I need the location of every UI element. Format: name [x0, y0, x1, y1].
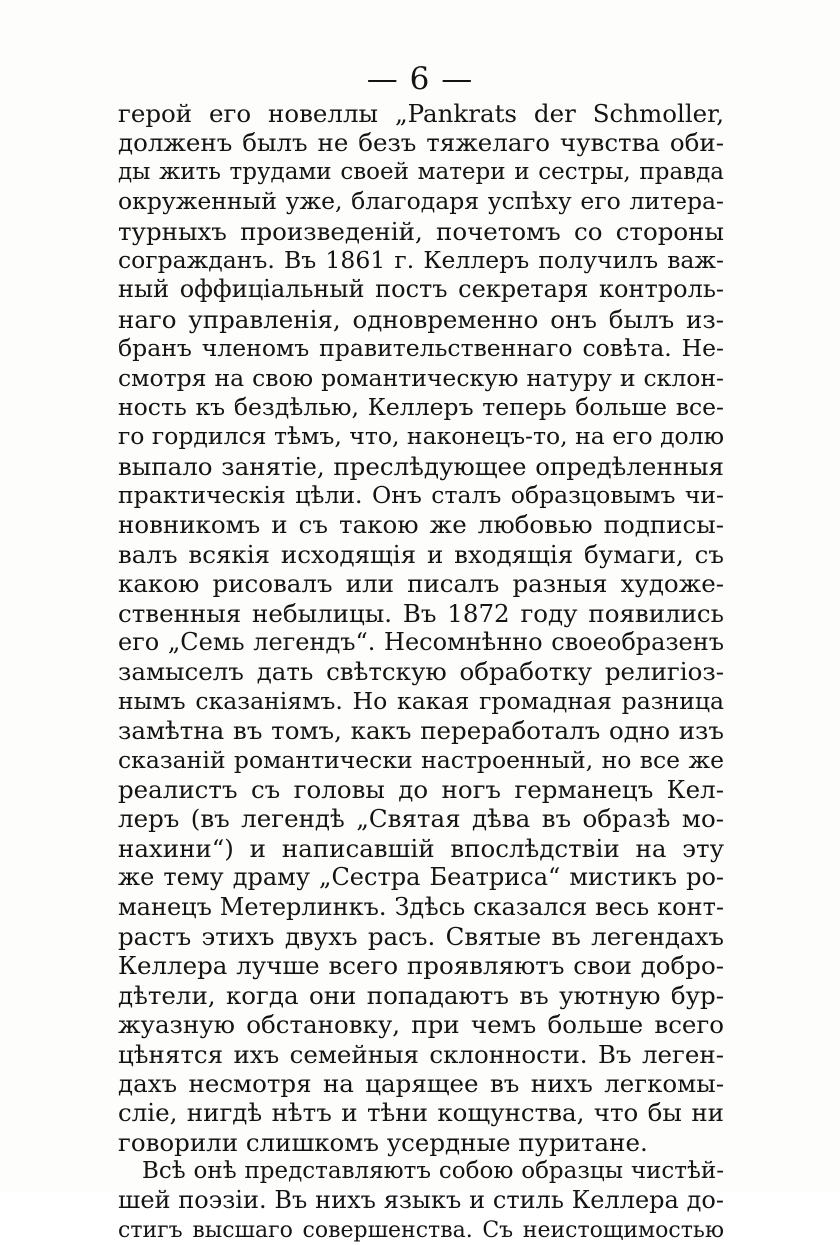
text-line: ность къ бездѣлью, Келлеръ теперь больше все-: [118, 392, 724, 421]
text-line: дахъ несмотря на царящее въ нихъ легкомы-: [118, 1068, 724, 1098]
text-line: растъ этихъ двухъ расъ. Святые въ легендахъ: [118, 921, 724, 951]
text-line: нахини“) и написавшій впослѣдствіи на эту: [118, 833, 724, 863]
text-line: герой его новеллы „Pankrats der Schmoller,: [118, 99, 724, 128]
text-line: практическія цѣли. Онъ сталъ образцовымъ чи-: [118, 481, 724, 510]
text-line: бранъ членомъ правительственнаго совѣта. Не-: [118, 334, 724, 363]
text-line: ный оффиціальный постъ секретаря контроль-: [118, 275, 724, 304]
paragraph-start-line: Всѣ онѣ представляютъ собою образцы чистѣй-: [142, 1158, 724, 1185]
text-line: долженъ былъ не безъ тяжелаго чувства оби-: [118, 128, 724, 158]
text-line: ды жить трудами своей матери и сестры, правда: [118, 158, 724, 185]
text-line: валъ всякія исходящія и входящія бумаги, съ: [118, 539, 724, 569]
text-line: го гордился тѣмъ, что, наконецъ-то, на его долю: [118, 422, 724, 451]
body-text: [118, 99, 724, 1245]
text-line: его „Семь легендъ“. Несомнѣнно своеобразенъ: [118, 628, 724, 657]
text-line: окруженный уже, благодаря успѣху его литера-: [118, 187, 724, 216]
text-line: жуазную обстановку, при чемъ больше всего: [118, 1010, 724, 1040]
text-line: сказаній романтически настроенный, но все же: [118, 745, 724, 774]
text-line: леръ (въ легендѣ „Святая дѣва въ образѣ мо-: [118, 804, 724, 834]
text-line: выпало занятіе, преслѣдующее опредѣленныя: [118, 451, 724, 481]
text-line: стигъ высшаго совершенства. Съ неистощимостью: [118, 1217, 724, 1243]
text-line: замѣтна въ томъ, какъ переработалъ одно изъ: [118, 716, 724, 746]
text-line: шей поэзіи. Въ нихъ языкъ и стиль Келлера до-: [118, 1186, 724, 1215]
text-line: наго управленія, одновременно онъ былъ из-: [118, 304, 724, 334]
paragraph-end-line: говорили слишкомъ усердные пуритане.: [118, 1127, 648, 1157]
text-line: Келлера лучше всего проявляютъ свои добро-: [118, 951, 724, 981]
text-line: новникомъ и съ такою же любовью подписы-: [118, 510, 724, 540]
text-line: нымъ сказаніямъ. Но какая громадная разница: [118, 686, 724, 715]
page-number: — 6 —: [366, 61, 474, 97]
text-line: какою рисовалъ или писалъ разныя художе-: [118, 569, 724, 599]
text-line: замыселъ дать свѣтскую обработку религіоз-: [118, 657, 724, 687]
text-line: согражданъ. Въ 1861 г. Келлеръ получилъ важ-: [118, 245, 724, 274]
text-line: цѣнятся ихъ семейныя склонности. Въ леген-: [118, 1039, 724, 1069]
text-line: манецъ Метерлинкъ. Здѣсь сказался весь конт-: [118, 892, 724, 921]
text-line: же тему драму „Сестра Беатриса“ мистикъ ро-: [118, 863, 724, 892]
text-line: реалистъ съ головы до ногъ германецъ Кел-: [118, 774, 724, 804]
text-line: турныхъ произведеній, почетомъ со стороны: [118, 216, 724, 246]
text-line: сліе, нигдѣ нѣтъ и тѣни кощунства, что бы ни: [118, 1098, 724, 1128]
text-line: ственныя небылицы. Въ 1872 году появились: [118, 598, 724, 628]
text-line: дѣтели, когда они попадаютъ въ уютную бур-: [118, 980, 724, 1010]
text-line: смотря на свою романтическую натуру и склон-: [118, 363, 724, 392]
